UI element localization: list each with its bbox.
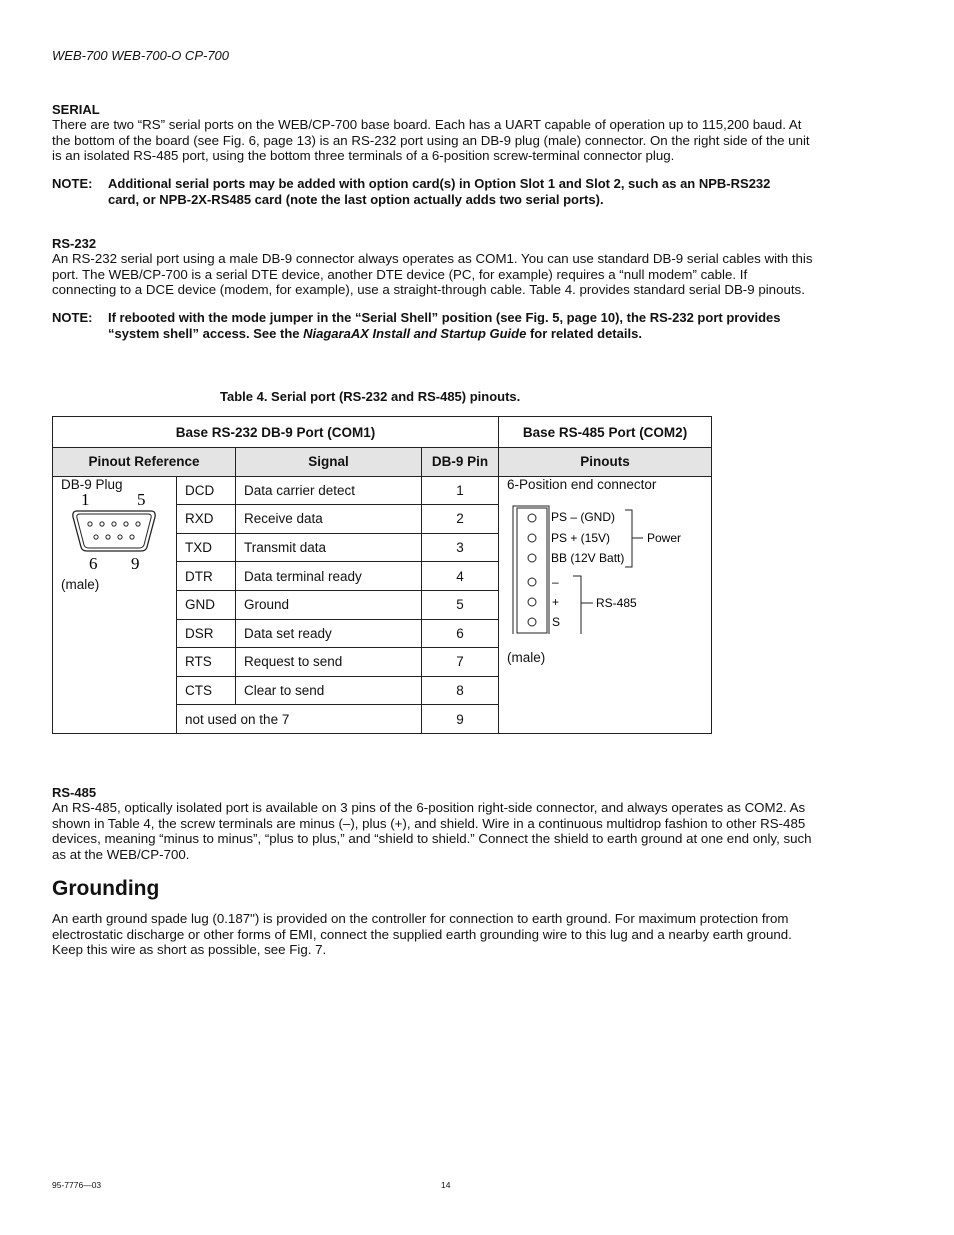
signal-name: Receive data bbox=[236, 505, 422, 534]
rs485-connector-diagram bbox=[507, 494, 707, 634]
text-line: There are two “RS” serial ports on the WEB/CP-700 base board. Each has a UART capable of operation up to 115,200 baud. At bbox=[52, 117, 802, 132]
text-line: An RS-232 serial port using a male DB-9 connector always operates as COM1. You can use standard DB-9 serial cables with this bbox=[52, 251, 813, 266]
note-label: NOTE: bbox=[52, 310, 93, 325]
pin-number: 9 bbox=[422, 705, 499, 734]
signal-name: Data terminal ready bbox=[236, 562, 422, 591]
rs485-paragraph bbox=[52, 800, 852, 862]
terminal-label: + bbox=[552, 594, 560, 609]
signal-name: Ground bbox=[236, 590, 422, 619]
text-line: the bottom of the board (see Fig. 6, page 13) is an RS-232 port using an DB-9 plug (male) connector. On the right side of the unit bbox=[52, 132, 810, 148]
pinouts-header: Pinouts bbox=[499, 448, 712, 477]
db9-plug-label: DB-9 Plug bbox=[61, 476, 123, 492]
text-line: electrostatic discharge or other forms of EMI, connect the supplied earth grounding wire to this lug and a nearby earth ground. bbox=[52, 926, 792, 942]
grounding-heading: Grounding bbox=[52, 877, 160, 900]
db9-connector-diagram bbox=[61, 491, 161, 571]
signal-abbr: RTS bbox=[177, 648, 236, 677]
signal-abbr: CTS bbox=[177, 676, 236, 705]
signal-abbr: DSR bbox=[177, 619, 236, 648]
text-line: shown in Table 4, the screw terminals are minus (–), plus (+), and shield. Wire in a continuous multidrop fashion to other RS-485 bbox=[52, 815, 806, 831]
power-label: Power bbox=[647, 530, 682, 545]
connector-title: 6-Position end connector bbox=[507, 476, 657, 492]
pin-number: 6 bbox=[422, 619, 499, 648]
pinout-reference-header: Pinout Reference bbox=[53, 448, 236, 477]
page-number: 14 bbox=[441, 1180, 451, 1190]
terminal-label: – bbox=[552, 574, 559, 589]
note-text bbox=[108, 176, 848, 208]
rs232-paragraph bbox=[52, 251, 852, 298]
note-label: NOTE: bbox=[52, 176, 93, 191]
signal-abbr: TXD bbox=[177, 533, 236, 562]
text-line: Additional serial ports may be added with option card(s) in Option Slot 1 and Slot 2, such as an NPB-RS232 bbox=[108, 176, 771, 191]
text-line: is an isolated RS-485 port, using the bottom three terminals of a 6-position screw-terminal connector plug. bbox=[52, 148, 675, 163]
doc-number: 95-7776—03 bbox=[52, 1180, 102, 1190]
table-header-row bbox=[53, 417, 712, 448]
pinout-table bbox=[52, 416, 712, 734]
unused-signal: not used on the 7 bbox=[177, 705, 422, 734]
text-line: card, or NPB-2X-RS485 card (note the last option actually adds two serial ports). bbox=[108, 192, 604, 207]
running-header: WEB-700 WEB-700-O CP-700 bbox=[52, 48, 230, 63]
terminal-label: PS + (15V) bbox=[551, 530, 611, 545]
db9-gender-label: (male) bbox=[61, 576, 100, 592]
terminal-label: PS – (GND) bbox=[551, 509, 616, 524]
table-row bbox=[53, 476, 712, 505]
text-line: devices, meaning “minus to minus”, “plus to plus,” and “shield to shield.” Connect the shield to earth ground at one end only, such bbox=[52, 831, 812, 846]
note-text bbox=[108, 310, 848, 342]
guide-title: NiagaraAX Install and Startup Guide bbox=[303, 326, 527, 341]
table-subheader-row bbox=[53, 448, 712, 477]
rs485-port-header: Base RS-485 Port (COM2) bbox=[499, 417, 712, 448]
signal-abbr: DTR bbox=[177, 562, 236, 591]
db9-pin-header: DB-9 Pin bbox=[422, 448, 499, 477]
table-caption: Table 4. Serial port (RS-232 and RS-485) pinouts. bbox=[220, 389, 521, 404]
signal-name: Data carrier detect bbox=[236, 476, 422, 505]
pin-number: 8 bbox=[422, 676, 499, 705]
pin-number-9: 9 bbox=[131, 553, 140, 571]
db9-plug-cell bbox=[53, 476, 177, 733]
pin-number: 5 bbox=[422, 590, 499, 619]
terminal-block-inner bbox=[517, 508, 547, 633]
db9-pins bbox=[88, 521, 140, 538]
pin-number-6: 6 bbox=[89, 553, 98, 571]
pin-number: 2 bbox=[422, 505, 499, 534]
terminal-screws bbox=[528, 514, 536, 626]
text-line: port. The WEB/CP-700 is a serial DTE device, another DTE device (PC, for example) requires a “null modem” cable. If bbox=[52, 266, 748, 282]
rs485-bracket bbox=[573, 576, 581, 634]
signal-name: Data set ready bbox=[236, 619, 422, 648]
terminal-label: BB (12V Batt) bbox=[551, 550, 625, 565]
signal-header: Signal bbox=[236, 448, 422, 477]
text-line: Keep this wire as short as possible, see Fig. 7. bbox=[52, 942, 327, 957]
signal-name: Request to send bbox=[236, 648, 422, 677]
signal-abbr: GND bbox=[177, 590, 236, 619]
text-line: If rebooted with the mode jumper in the “Serial Shell” position (see Fig. 5, page 10), the RS-232 port provides bbox=[108, 310, 781, 325]
terminal-label: S bbox=[552, 614, 561, 629]
note-serial-shell bbox=[52, 310, 852, 344]
serial-paragraph bbox=[52, 117, 852, 164]
pin-number-1: 1 bbox=[81, 490, 90, 509]
rs485-heading: RS-485 bbox=[52, 785, 97, 800]
rs232-heading: RS-232 bbox=[52, 236, 97, 251]
text-line: “system shell” access. See the NiagaraAX Install and Startup Guide for related details. bbox=[108, 326, 642, 341]
text-line: An RS-485, optically isolated port is available on 3 pins of the 6-position right-side connector, and always operates as COM2. As bbox=[52, 800, 806, 815]
text-line: An earth ground spade lug (0.187") is provided on the controller for connection to earth ground. For maximum protection from bbox=[52, 911, 789, 926]
pin-number: 4 bbox=[422, 562, 499, 591]
pin-number-5: 5 bbox=[137, 490, 146, 509]
rs485-connector-cell bbox=[499, 476, 712, 733]
db9-shell-outer bbox=[73, 511, 155, 551]
signal-name: Clear to send bbox=[236, 676, 422, 705]
text-line: connecting to a DCE device (modem, for example), use a straight-through cable. Table 4. provides standard serial DB-9 pinouts. bbox=[52, 282, 805, 297]
signal-abbr: RXD bbox=[177, 505, 236, 534]
rs485-label: RS-485 bbox=[596, 595, 637, 610]
pin-number: 7 bbox=[422, 648, 499, 677]
note-option-cards bbox=[52, 176, 852, 210]
connector-gender-label: (male) bbox=[507, 649, 546, 665]
grounding-paragraph bbox=[52, 911, 852, 958]
serial-heading: SERIAL bbox=[52, 102, 100, 117]
db9-shell-inner bbox=[77, 514, 151, 548]
power-bracket bbox=[625, 510, 632, 567]
rs232-port-header: Base RS-232 DB-9 Port (COM1) bbox=[53, 417, 499, 448]
terminal-block-outer bbox=[513, 506, 549, 634]
signal-name: Transmit data bbox=[236, 533, 422, 562]
signal-abbr: DCD bbox=[177, 476, 236, 505]
text-line: as at the WEB/CP-700. bbox=[52, 846, 190, 862]
pin-number: 1 bbox=[422, 476, 499, 505]
pin-number: 3 bbox=[422, 533, 499, 562]
